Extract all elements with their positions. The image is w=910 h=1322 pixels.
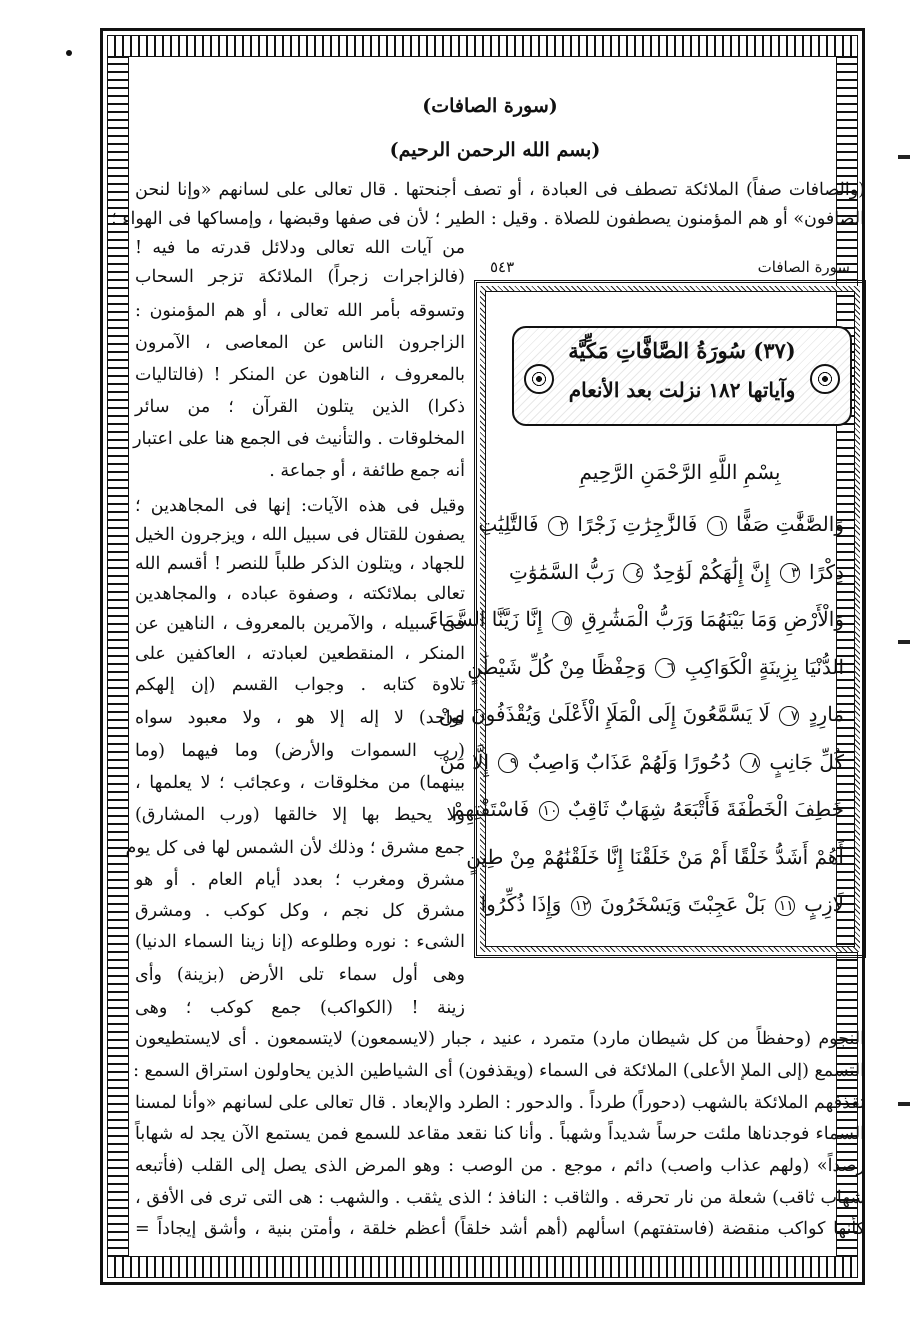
margin-tick bbox=[898, 640, 910, 644]
bottom-line: رصداً» (ولهم عذاب واصب) دائم ، موجع . من الوصب : وهو المرض الذى يصل إلى القلب (فأتبعه bbox=[135, 1156, 865, 1176]
margin-tick bbox=[898, 1102, 910, 1106]
quran-line bbox=[467, 645, 844, 689]
ayah-number-marker: ٨ bbox=[740, 753, 760, 773]
quran-segment: بَلْ عَجِبْتَ وَيَسْخَرُونَ bbox=[600, 892, 766, 916]
ayah-number-marker: ٣ bbox=[780, 563, 800, 583]
bottom-line: السماء فوجدناها ملئت حرساً شديداً وشهباً . وأنا كنا نقعد مقاعد للسمع فمن يستمع الآن يجد له شهاباً bbox=[135, 1124, 865, 1144]
quran-line bbox=[508, 550, 844, 594]
column-line: بالمعروف ، الناهون عن المنكر ! (فالتاليات bbox=[135, 365, 465, 385]
intro-line: الصافون» أو هم المؤمنون يصطفون للصلاة . وقيل : الطير ؛ لأن فى صفها وقبضها ، وإمساكها فى الهواء ؛ bbox=[111, 209, 865, 229]
quran-segment: ذِكْرًا bbox=[808, 559, 844, 584]
rosette-ornament-icon bbox=[524, 364, 554, 394]
quran-segment: وَالْأَرْضِ وَمَا بَيْنَهُمَا وَرَبُّ الْمَشَٰرِقِ bbox=[581, 607, 844, 631]
column-line: فى سبيله ، والآمرين بالمعروف ، الناهين عن bbox=[135, 614, 465, 634]
intro-line: (والصافات صفاً) الملائكة تصطف فى العبادة ، أو تصف أجنحتها . قال تعالى على لسانهم «وإنا لنحن bbox=[135, 180, 865, 200]
bottom-line: تقذفهم الملائكة بالشهب (دحوراً) طرداً . والدحور : الطرد والإبعاد . قال تعالى على لسانهم «وأنا لمسنا bbox=[135, 1093, 865, 1113]
quran-segment: وَحِفْظًا مِنْ كُلِّ شَيْطَٰنٍ bbox=[467, 654, 647, 679]
quran-segment: فَالزَّٰجِرَٰتِ زَجْرًا bbox=[577, 512, 698, 536]
column-line: تلاوة كتابه . وجواب القسم (إن إلهكم bbox=[135, 675, 465, 695]
column-line: مشرق كل نجم ، وكل كوكب . ومشرق bbox=[135, 901, 465, 921]
column-line: (رب السموات والأرض) وما فيهما (وما bbox=[135, 741, 465, 761]
bottom-line: التسمع (إلى الملإ الأعلى) الملائكة فى السماء (ويقذفون) أى الشياطين الذين يحاولون استراق السمع : bbox=[133, 1061, 865, 1081]
margin-tick bbox=[898, 155, 910, 159]
quran-segment: أَهُمْ أَشَدُّ خَلْقًا أَمْ مَنْ خَلَقْنَا bbox=[629, 844, 844, 869]
column-line: الزاجرون الناس عن المعاصى ، الآمرون bbox=[135, 333, 465, 353]
frame-band-bottom bbox=[107, 1256, 858, 1278]
bottom-line: النجوم (وحفظاً من كل شيطان مارد) متمرد ، عنيد ، جبار (لايسمعون) لايتسمعون . أى لايستطيعون bbox=[135, 1029, 865, 1049]
column-line: وهى أول سماء تلى الأرض (بزينة) وأى bbox=[135, 965, 465, 985]
quran-segment: إِنَّا زَيَّنَّا السَّمَاءَ bbox=[428, 607, 543, 631]
column-line: للجهاد ، ويتلون الذكر طلباً للنصر ! أقسم الله bbox=[135, 554, 465, 574]
quran-segment: وَالصَّٰفَّٰتِ صَفًّا bbox=[736, 512, 844, 536]
quran-segment: إِنَّ إِلَٰهَكُمْ لَوَٰحِدٌ bbox=[652, 559, 771, 584]
quran-line bbox=[438, 692, 844, 736]
quran-segment: كُلِّ جَانِبٍ bbox=[769, 749, 844, 774]
quran-line bbox=[480, 882, 844, 926]
column-line: جمع مشرق ؛ وذلك لأن الشمس لها فى كل يوم bbox=[125, 838, 465, 858]
basmala-heading: (بسم الله الرحمن الرحيم) bbox=[389, 139, 601, 161]
quran-segment: خَطِفَ الْخَطْفَةَ فَأَتْبَعَهُ شِهَابٌ ثَاقِبٌ bbox=[567, 797, 844, 821]
column-line: الشىء : نوره وطلوعه (إنا زينا السماء الدنيا) bbox=[135, 932, 465, 952]
column-line: لواحد) لا إله إلا هو ، ولا معبود سواه bbox=[135, 708, 465, 728]
quran-segment: فَالتَّٰلِيَٰتِ bbox=[478, 512, 539, 536]
quran-segment: إِلَّا مَنْ bbox=[439, 749, 490, 774]
column-line: بينهما) من مخلوقات ، وعجائب ؛ لا يعلمها ، bbox=[135, 773, 465, 793]
margin-dot bbox=[66, 50, 72, 56]
frame-band-top bbox=[107, 35, 858, 57]
ayah-number-marker: ١٠ bbox=[539, 801, 559, 821]
quran-line bbox=[478, 502, 844, 546]
surah-cartouche bbox=[512, 326, 852, 426]
ayah-number-marker: ٢ bbox=[548, 516, 568, 536]
quran-line bbox=[452, 787, 844, 831]
column-line: وتسوقه بأمر الله تعالى ، أو هم المؤمنون : bbox=[135, 301, 465, 321]
column-line: المخلوقات . والتأنيث فى الجمع هنا على اعتبار bbox=[133, 429, 465, 449]
ayah-number-marker: ١١ bbox=[775, 896, 795, 916]
mushaf-page-number: ٥٤٣ bbox=[490, 258, 515, 276]
ayah-number-marker: ١ bbox=[707, 516, 727, 536]
column-line: أنه جمع طائفة ، أو جماعة . bbox=[269, 461, 465, 481]
bottom-line: كأنها كواكب منقضة (فاستفتهم) اسألهم (أهم أشد خلقاً) أعظم خلقة ، وأمتن بنية ، وأشق إيجاداً = bbox=[135, 1219, 865, 1239]
quran-segment: مَارِدٍ bbox=[808, 702, 844, 726]
quran-segment: دُحُورًا وَلَهُمْ عَذَابٌ وَاصِبٌ bbox=[527, 749, 731, 774]
ayah-number-marker: ٤ bbox=[623, 563, 643, 583]
ayah-number-marker: ٧ bbox=[779, 706, 799, 726]
ayah-number-marker: ٩ bbox=[498, 753, 518, 773]
quran-segment: رَبُّ السَّمَٰوَٰتِ bbox=[508, 559, 615, 584]
column-line: وقيل فى هذه الآيات: إنها فى المجاهدين ؛ bbox=[135, 496, 465, 516]
rosette-ornament-icon bbox=[810, 364, 840, 394]
column-line: تعالى بملائكته ، وصفوة عباده ، والمجاهدين bbox=[135, 584, 465, 604]
column-line: ذكرا) الذين يتلون القرآن ؛ من سائر bbox=[135, 397, 465, 417]
column-line: مشرق ومغرب ؛ بعدد أيام العام . أو هو bbox=[135, 870, 465, 890]
quran-segment: إِنَّا خَلَقْنَٰهُمْ مِنْ طِينٍ bbox=[466, 844, 624, 869]
quran-segment: وَإِذَا ذُكِّرُوا bbox=[480, 892, 562, 916]
ayah-number-marker: ٦ bbox=[655, 658, 675, 678]
column-line: من آيات الله تعالى ودلائل قدرته ما فيه ! bbox=[135, 238, 465, 258]
mushaf-basmala: بِسْمِ اللَّهِ الرَّحْمَنِ الرَّحِيمِ bbox=[579, 460, 781, 484]
ayah-number-marker: ٥ bbox=[552, 611, 572, 631]
bottom-line: شهاب ثاقب) شعلة من نار تحرقه . والثاقب : النافذ ؛ الذى يثقب . والشهب : هى التى ترى فى الأفق ، bbox=[135, 1188, 865, 1208]
cartouche-title: (٣٧) سُورَةُ الصَّافَّاتِ مَكِّيَّة bbox=[568, 338, 796, 363]
mushaf-header bbox=[490, 258, 850, 276]
quran-line bbox=[428, 597, 844, 641]
column-line: يصفون للقتال فى سبيل الله ، ويزجرون الخيل bbox=[134, 525, 465, 545]
ayah-number-marker: ١٢ bbox=[571, 896, 591, 916]
quran-segment: لَازِبٍ bbox=[804, 892, 844, 916]
quran-segment: فَاسْتَفْتِهِمْ bbox=[452, 797, 530, 821]
quran-segment: لَا يَسَّمَّعُونَ إِلَى الْمَلَإِ الْأَعْلَىٰ وَيُقْذَفُونَ مِنْ bbox=[438, 702, 770, 726]
column-line: ولا يحيط بها إلا خالقها (ورب المشارق) bbox=[135, 805, 465, 825]
quran-line bbox=[466, 835, 844, 879]
quran-segment: الدُّنْيَا بِزِينَةٍ الْكَوَاكِبِ bbox=[684, 654, 844, 679]
column-line: زينة ! (الكواكب) جمع كوكب ؛ وهى bbox=[135, 998, 465, 1018]
mushaf-header-surah: سورة الصافات bbox=[757, 258, 850, 276]
quran-line bbox=[439, 740, 844, 784]
column-line: المنكر ، المنقطعين لعبادته ، العاكفين على bbox=[135, 644, 465, 664]
frame-band-left bbox=[107, 57, 129, 1256]
surah-title: (سورة الصافات) bbox=[422, 95, 558, 117]
column-line: (فالزاجرات زجراً) الملائكة تزجر السحاب bbox=[135, 267, 465, 287]
cartouche-subtitle: وآياتها ١٨٢ نزلت بعد الأنعام bbox=[568, 378, 796, 402]
